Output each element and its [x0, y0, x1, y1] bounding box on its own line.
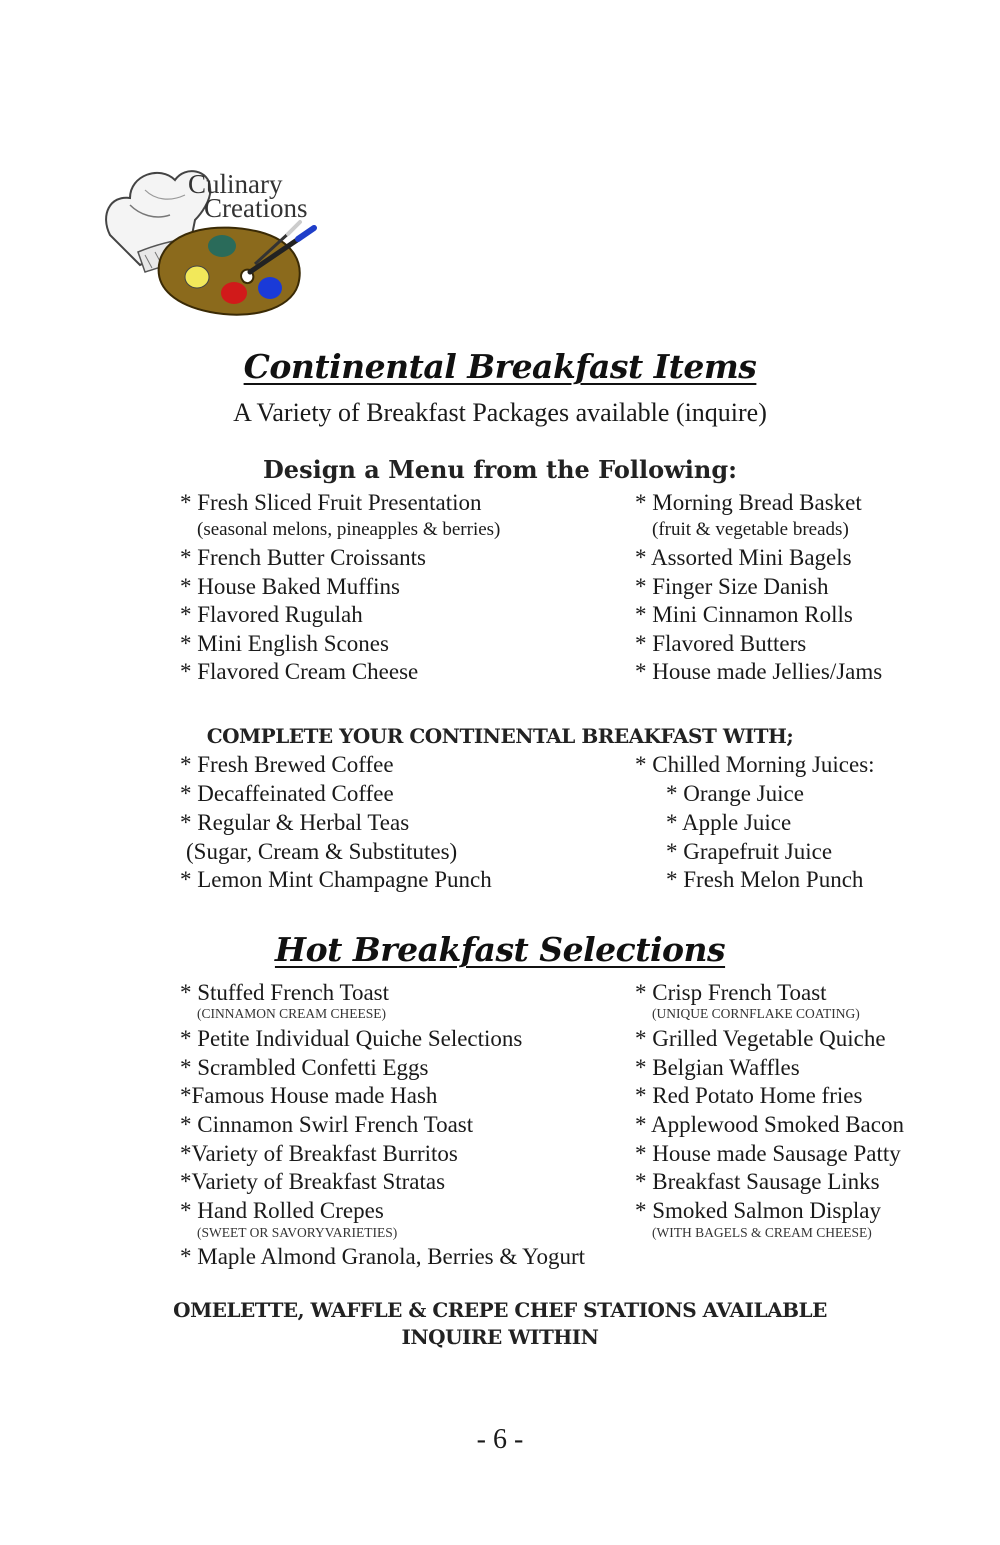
- juice-item: * Grapefruit Juice: [666, 839, 833, 864]
- menu-item: * Flavored Cream Cheese: [180, 659, 419, 684]
- chef-hat-palette-icon: [100, 160, 330, 325]
- hot-item: * House made Sausage Patty: [635, 1141, 901, 1166]
- menu-item: * Mini Cinnamon Rolls: [635, 602, 853, 627]
- hot-item: * Hand Rolled Crepes: [180, 1198, 384, 1223]
- juice-item: * Fresh Melon Punch: [666, 867, 864, 892]
- hot-item: * Belgian Waffles: [635, 1055, 800, 1080]
- hot-item-note: (SWEET OR SAVORYVARIETIES): [197, 1225, 398, 1240]
- continental-subtitle: A Variety of Breakfast Packages available (inquire): [233, 398, 767, 427]
- hot-item-note: (CINNAMON CREAM CHEESE): [197, 1006, 386, 1021]
- beverage-item: * Chilled Morning Juices:: [635, 752, 875, 777]
- menu-item-note: (fruit & vegetable breads): [652, 519, 849, 540]
- hot-item: *Famous House made Hash: [180, 1083, 438, 1108]
- menu-item: * Flavored Rugulah: [180, 602, 363, 627]
- logo-text-creations: Creations: [204, 193, 308, 223]
- beverage-note: (Sugar, Cream & Substitutes): [186, 839, 458, 864]
- hot-item: *Variety of Breakfast Burritos: [180, 1141, 458, 1166]
- stations-line-2: INQUIRE WITHIN: [401, 1325, 599, 1349]
- menu-item: * House Baked Muffins: [180, 574, 400, 599]
- juice-item: * Orange Juice: [666, 781, 804, 806]
- hot-item: * Crisp French Toast: [635, 980, 827, 1005]
- culinary-creations-logo: [100, 160, 330, 325]
- menu-item-note: (seasonal melons, pineapples & berries): [197, 519, 501, 540]
- menu-item: * House made Jellies/Jams: [635, 659, 883, 684]
- hot-item: * Breakfast Sausage Links: [635, 1169, 880, 1194]
- hot-item: * Stuffed French Toast: [180, 980, 389, 1005]
- stations-line-1: OMELETTE, WAFFLE & CREPE CHEF STATIONS AVAILABLE: [173, 1298, 827, 1322]
- hot-item: * Smoked Salmon Display: [635, 1198, 881, 1223]
- logo-text-culinary: Culinary: [188, 169, 283, 199]
- beverage-item: * Lemon Mint Champagne Punch: [180, 867, 492, 892]
- page-number: - 6 -: [476, 1424, 524, 1455]
- hot-item-note: (UNIQUE CORNFLAKE COATING): [652, 1006, 860, 1021]
- hot-item: * Petite Individual Quiche Selections: [180, 1026, 523, 1051]
- beverage-item: * Fresh Brewed Coffee: [180, 752, 394, 777]
- menu-item: * Morning Bread Basket: [635, 490, 862, 515]
- hot-item: *Variety of Breakfast Stratas: [180, 1169, 446, 1194]
- hot-item: * Applewood Smoked Bacon: [635, 1112, 904, 1137]
- continental-title: Continental Breakfast Items: [243, 347, 757, 386]
- menu-item: * Mini English Scones: [180, 631, 389, 656]
- beverage-item: * Regular & Herbal Teas: [180, 810, 410, 835]
- menu-item: * Fresh Sliced Fruit Presentation: [180, 490, 482, 515]
- menu-item: * Flavored Butters: [635, 631, 807, 656]
- complete-heading: COMPLETE YOUR CONTINENTAL BREAKFAST WITH;: [206, 724, 794, 748]
- hot-title: Hot Breakfast Selections: [274, 930, 726, 969]
- hot-item: * Scrambled Confetti Eggs: [180, 1055, 429, 1080]
- juice-item: * Apple Juice: [666, 810, 792, 835]
- menu-item: * French Butter Croissants: [180, 545, 426, 570]
- hot-item: * Maple Almond Granola, Berries & Yogurt: [180, 1244, 586, 1269]
- hot-item: * Grilled Vegetable Quiche: [635, 1026, 886, 1051]
- hot-item: * Red Potato Home fries: [635, 1083, 863, 1108]
- menu-item: * Assorted Mini Bagels: [635, 545, 852, 570]
- hot-item: * Cinnamon Swirl French Toast: [180, 1112, 474, 1137]
- design-menu-heading: Design a Menu from the Following:: [262, 455, 738, 484]
- hot-item-note: (WITH BAGELS & CREAM CHEESE): [652, 1225, 872, 1240]
- beverage-item: * Decaffeinated Coffee: [180, 781, 394, 806]
- menu-item: * Finger Size Danish: [635, 574, 829, 599]
